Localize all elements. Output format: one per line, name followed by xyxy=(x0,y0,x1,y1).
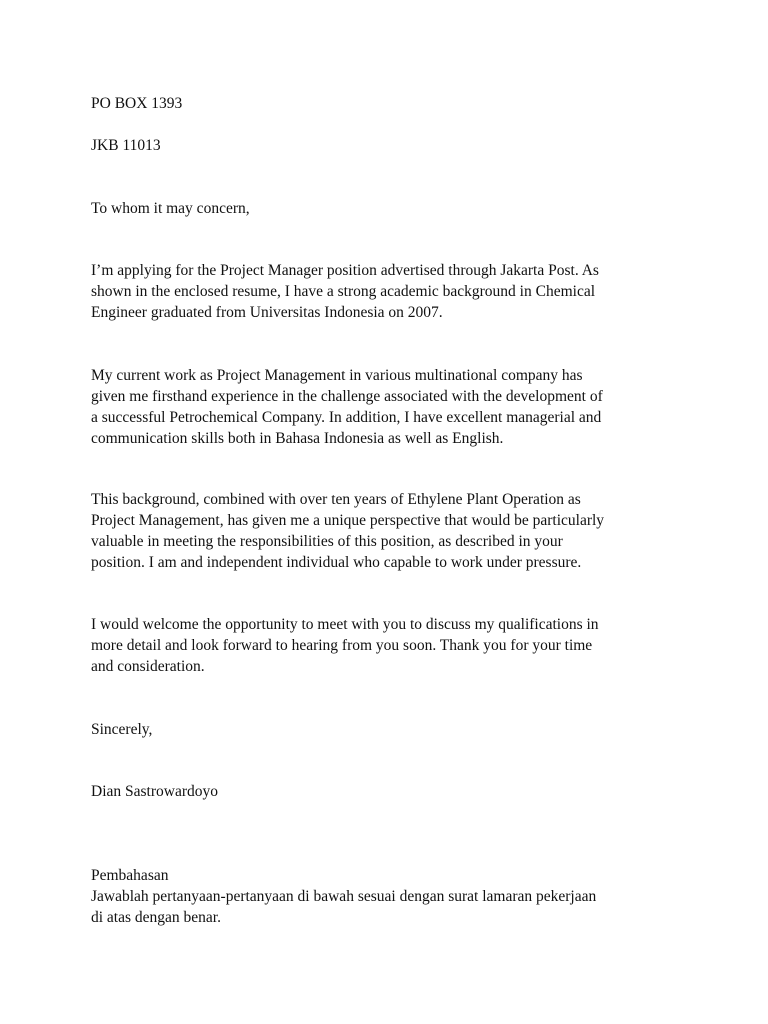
paragraph-line: valuable in meeting the responsibilities of this position, as described in your xyxy=(91,533,563,550)
paragraph-line: I’m applying for the Project Manager position advertised through Jakarta Post. As xyxy=(91,262,599,279)
address-line-2: JKB 11013 xyxy=(91,137,161,154)
exercise-heading: Pembahasan xyxy=(91,867,169,884)
exercise-instructions xyxy=(91,886,691,928)
instruction-line: Jawablah pertanyaan-pertanyaan di bawah sesuai dengan surat lamaran pekerjaan xyxy=(91,888,597,905)
paragraph-line: Project Management, has given me a unique perspective that would be particularly xyxy=(91,512,605,529)
paragraph-line: I would welcome the opportunity to meet with you to discuss my qualifications in xyxy=(91,616,599,633)
closing: Sincerely, xyxy=(91,721,153,738)
signature-name: Dian Sastrowardoyo xyxy=(91,783,218,800)
paragraph-line: This background, combined with over ten years of Ethylene Plant Operation as xyxy=(91,491,581,508)
paragraph-line: Engineer graduated from Universitas Indonesia on 2007. xyxy=(91,304,443,321)
paragraph-line: and consideration. xyxy=(91,658,205,675)
address-line-1: PO BOX 1393 xyxy=(91,95,183,112)
paragraph-line: shown in the enclosed resume, I have a strong academic background in Chemical xyxy=(91,283,596,300)
paragraph-line: more detail and look forward to hearing from you soon. Thank you for your time xyxy=(91,637,593,654)
paragraph-line: position. I am and independent individual who capable to work under pressure. xyxy=(91,554,582,571)
paragraph-line: My current work as Project Management in various multinational company has xyxy=(91,367,583,384)
instruction-line: di atas dengan benar. xyxy=(91,909,221,926)
paragraph-line: communication skills both in Bahasa Indonesia as well as English. xyxy=(91,430,504,447)
paragraph-experience xyxy=(91,365,691,449)
paragraph-application xyxy=(91,260,691,323)
paragraph-background xyxy=(91,489,691,573)
paragraph-line: a successful Petrochemical Company. In addition, I have excellent managerial and xyxy=(91,409,602,426)
salutation: To whom it may concern, xyxy=(91,200,250,217)
paragraph-closing-remarks xyxy=(91,614,691,677)
paragraph-line: given me firsthand experience in the challenge associated with the development of xyxy=(91,388,603,405)
